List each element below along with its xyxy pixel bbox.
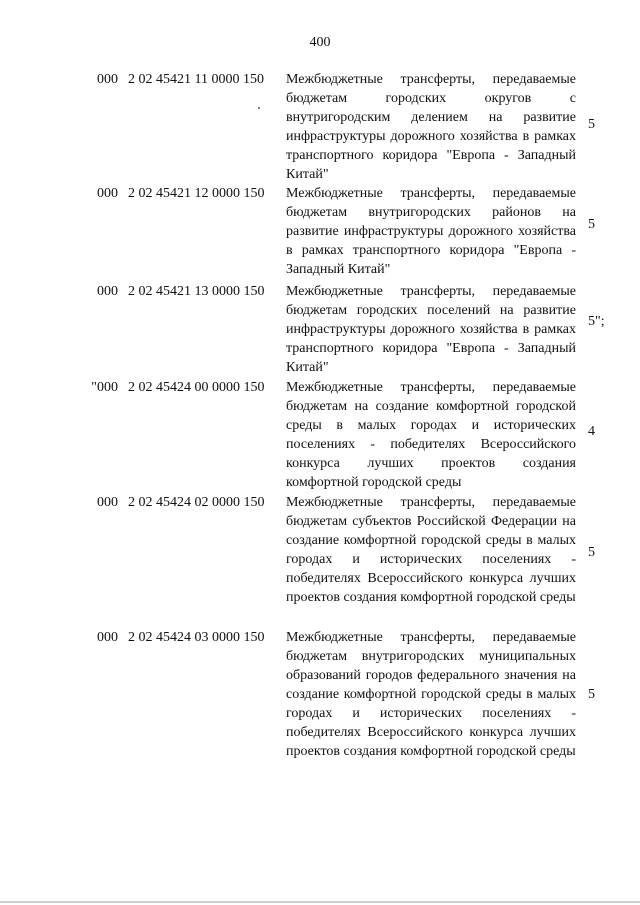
table-row — [0, 282, 640, 378]
budget-code: 2 02 45421 13 0000 150 — [128, 284, 265, 299]
row-description: Межбюджетные трансферты, передаваемые бюджетам на создание комфортной городской среды в малых городах и исторических поселениях - победителях Всероссийского конкурса лучших проектов создания комфортной городской среды — [286, 380, 576, 490]
budget-code: 2 02 45421 11 0000 150 — [128, 72, 264, 87]
row-description: Межбюджетные трансферты, передаваемые бюджетам субъектов Российской Федерации на создание комфортной городской среды в малых городах и исторических поселениях - победителях Всероссийского конкурса лучших проектов создания комфортной городской среды — [286, 495, 576, 605]
row-number: 5 — [588, 545, 595, 560]
budget-code: 2 02 45424 03 0000 150 — [128, 630, 265, 645]
admin-code: 000 — [97, 284, 118, 299]
code-table — [0, 70, 640, 778]
scan-bottom-edge — [0, 901, 640, 903]
row-description: Межбюджетные трансферты, передаваемые бюджетам городских поселений на развитие инфраструктуры дорожного хозяйства в рамках транспортного коридора "Европа - Западный Китай" — [286, 284, 576, 375]
row-number: 5 — [588, 687, 595, 702]
table-row — [0, 70, 640, 184]
table-row — [0, 184, 640, 282]
row-number: 4 — [588, 424, 595, 439]
budget-code: 2 02 45421 12 0000 150 — [128, 186, 265, 201]
admin-code: 000 — [97, 72, 118, 87]
table-row — [0, 378, 640, 493]
budget-code: 2 02 45424 02 0000 150 — [128, 495, 265, 510]
row-number: 5 — [588, 117, 595, 132]
table-row — [0, 493, 640, 628]
admin-code: "000 — [91, 380, 118, 395]
table-row — [0, 628, 640, 778]
row-number: 5"; — [588, 314, 605, 329]
page-number: 400 — [309, 35, 331, 50]
budget-code: 2 02 45424 00 0000 150 — [128, 380, 265, 395]
admin-code: 000 — [97, 495, 118, 510]
row-description: Межбюджетные трансферты, передаваемые бюджетам внутригородских муниципальных образований городов федерального значения на создание комфортной городской среды в малых городах и исторических поселениях - победителях Всероссийского конкурса лучших проектов создания комфортной городской среды — [286, 630, 576, 759]
row-number: 5 — [588, 217, 595, 232]
admin-code: 000 — [97, 186, 118, 201]
row-description: Межбюджетные трансферты, передаваемые бюджетам внутригородских районов на развитие инфраструктуры дорожного хозяйства в рамках транспортного коридора "Европа - Западный Китай" — [286, 186, 576, 277]
row-description: Межбюджетные трансферты, передаваемые бюджетам городских округов с внутригородским делением на развитие инфраструктуры дорожного хозяйства в рамках транспортного коридора "Европа - Западный Китай" — [286, 72, 576, 182]
admin-code: 000 — [97, 630, 118, 645]
